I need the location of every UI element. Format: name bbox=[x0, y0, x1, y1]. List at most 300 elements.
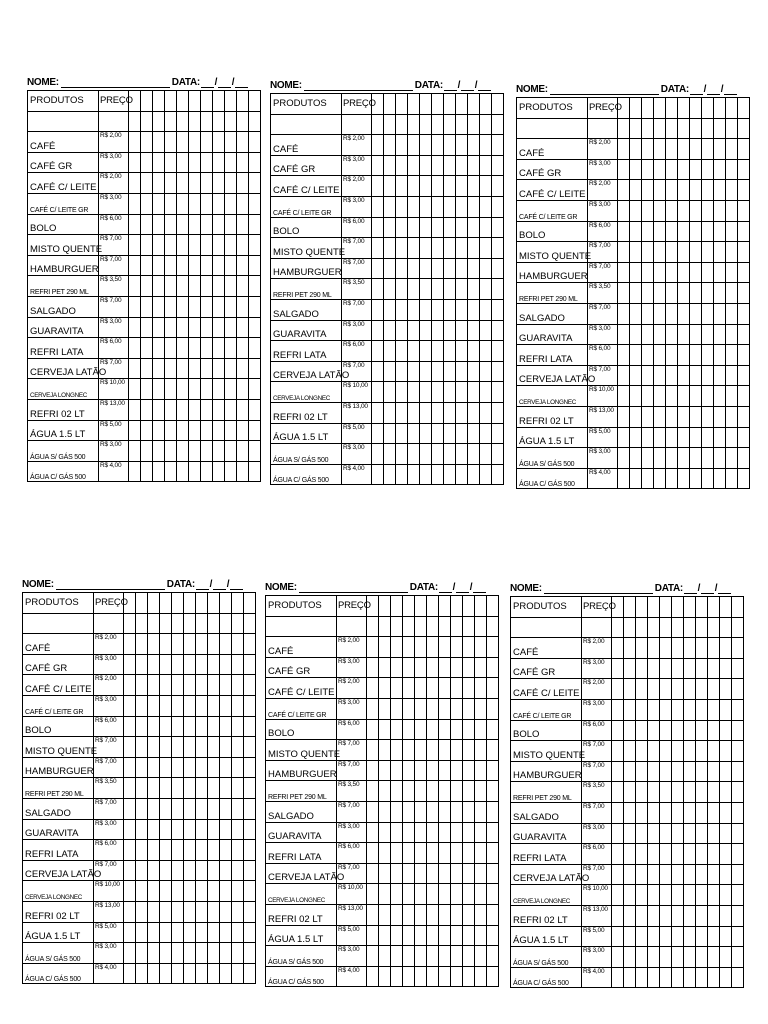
tally-cell[interactable] bbox=[444, 258, 456, 279]
tally-cell[interactable] bbox=[678, 345, 690, 366]
tally-cell[interactable] bbox=[475, 966, 487, 987]
tally-cell[interactable] bbox=[463, 637, 475, 658]
tally-cell[interactable] bbox=[696, 617, 708, 638]
tally-cell[interactable] bbox=[124, 757, 136, 778]
tally-cell[interactable] bbox=[201, 399, 213, 420]
tally-cell[interactable] bbox=[456, 402, 468, 423]
tally-cell[interactable] bbox=[124, 943, 136, 964]
tally-cell[interactable] bbox=[196, 634, 208, 655]
tally-cell[interactable] bbox=[177, 399, 189, 420]
tally-cell[interactable] bbox=[487, 760, 499, 781]
tally-cell[interactable] bbox=[136, 881, 148, 902]
tally-cell[interactable] bbox=[196, 943, 208, 964]
tally-cell[interactable] bbox=[172, 819, 184, 840]
tally-cell[interactable] bbox=[648, 761, 660, 782]
tally-cell[interactable] bbox=[237, 235, 249, 256]
tally-cell[interactable] bbox=[636, 720, 648, 741]
tally-cell[interactable] bbox=[367, 740, 379, 761]
tally-cell[interactable] bbox=[708, 720, 720, 741]
date-year-field[interactable] bbox=[478, 81, 491, 91]
tally-cell[interactable] bbox=[232, 840, 244, 861]
tally-cell[interactable] bbox=[415, 904, 427, 925]
tally-cell[interactable] bbox=[636, 782, 648, 803]
tally-cell[interactable] bbox=[696, 761, 708, 782]
tally-cell[interactable] bbox=[660, 617, 672, 638]
tally-cell[interactable] bbox=[208, 778, 220, 799]
date-month-field[interactable] bbox=[456, 583, 469, 593]
tally-cell[interactable] bbox=[129, 276, 141, 297]
tally-cell[interactable] bbox=[148, 695, 160, 716]
tally-cell[interactable] bbox=[184, 737, 196, 758]
tally-cell[interactable] bbox=[196, 922, 208, 943]
tally-cell[interactable] bbox=[702, 468, 714, 489]
tally-cell[interactable] bbox=[177, 132, 189, 153]
date-month-field[interactable] bbox=[701, 584, 714, 594]
tally-cell[interactable] bbox=[244, 840, 256, 861]
tally-cell[interactable] bbox=[249, 255, 261, 276]
tally-cell[interactable] bbox=[420, 464, 432, 485]
tally-cell[interactable] bbox=[456, 382, 468, 403]
tally-cell[interactable] bbox=[237, 276, 249, 297]
tally-cell[interactable] bbox=[165, 358, 177, 379]
tally-cell[interactable] bbox=[124, 860, 136, 881]
tally-cell[interactable] bbox=[184, 901, 196, 922]
tally-cell[interactable] bbox=[244, 757, 256, 778]
tally-cell[interactable] bbox=[160, 943, 172, 964]
tally-cell[interactable] bbox=[384, 320, 396, 341]
tally-cell[interactable] bbox=[129, 255, 141, 276]
tally-cell[interactable] bbox=[624, 864, 636, 885]
tally-cell[interactable] bbox=[708, 823, 720, 844]
tally-cell[interactable] bbox=[172, 840, 184, 861]
tally-cell[interactable] bbox=[415, 781, 427, 802]
tally-cell[interactable] bbox=[427, 863, 439, 884]
tally-cell[interactable] bbox=[379, 678, 391, 699]
tally-cell[interactable] bbox=[184, 716, 196, 737]
tally-cell[interactable] bbox=[684, 617, 696, 638]
tally-cell[interactable] bbox=[696, 885, 708, 906]
tally-cell[interactable] bbox=[492, 464, 504, 485]
tally-cell[interactable] bbox=[444, 196, 456, 217]
tally-cell[interactable] bbox=[678, 159, 690, 180]
tally-cell[interactable] bbox=[172, 943, 184, 964]
tally-cell[interactable] bbox=[165, 461, 177, 482]
tally-cell[interactable] bbox=[391, 863, 403, 884]
tally-cell[interactable] bbox=[463, 781, 475, 802]
tally-cell[interactable] bbox=[141, 255, 153, 276]
tally-cell[interactable] bbox=[439, 904, 451, 925]
tally-cell[interactable] bbox=[177, 358, 189, 379]
tally-cell[interactable] bbox=[456, 196, 468, 217]
name-field[interactable] bbox=[550, 85, 659, 95]
tally-cell[interactable] bbox=[636, 638, 648, 659]
tally-cell[interactable] bbox=[468, 217, 480, 238]
tally-cell[interactable] bbox=[672, 761, 684, 782]
tally-cell[interactable] bbox=[696, 699, 708, 720]
date-month-field[interactable] bbox=[218, 78, 231, 88]
tally-cell[interactable] bbox=[696, 823, 708, 844]
tally-cell[interactable] bbox=[672, 638, 684, 659]
tally-cell[interactable] bbox=[225, 193, 237, 214]
tally-cell[interactable] bbox=[372, 402, 384, 423]
tally-cell[interactable] bbox=[432, 464, 444, 485]
tally-cell[interactable] bbox=[642, 448, 654, 469]
tally-cell[interactable] bbox=[403, 760, 415, 781]
tally-cell[interactable] bbox=[666, 242, 678, 263]
tally-cell[interactable] bbox=[492, 155, 504, 176]
tally-cell[interactable] bbox=[708, 782, 720, 803]
tally-cell[interactable] bbox=[702, 345, 714, 366]
tally-cell[interactable] bbox=[468, 320, 480, 341]
tally-cell[interactable] bbox=[189, 132, 201, 153]
tally-cell[interactable] bbox=[160, 654, 172, 675]
tally-cell[interactable] bbox=[184, 963, 196, 984]
tally-cell[interactable] bbox=[177, 338, 189, 359]
tally-cell[interactable] bbox=[165, 399, 177, 420]
tally-cell[interactable] bbox=[678, 365, 690, 386]
tally-cell[interactable] bbox=[367, 966, 379, 987]
tally-cell[interactable] bbox=[160, 716, 172, 737]
tally-cell[interactable] bbox=[427, 760, 439, 781]
tally-cell[interactable] bbox=[696, 720, 708, 741]
tally-cell[interactable] bbox=[451, 616, 463, 637]
tally-cell[interactable] bbox=[444, 361, 456, 382]
tally-cell[interactable] bbox=[618, 386, 630, 407]
tally-cell[interactable] bbox=[612, 864, 624, 885]
tally-cell[interactable] bbox=[444, 135, 456, 156]
tally-cell[interactable] bbox=[475, 616, 487, 637]
tally-cell[interactable] bbox=[249, 338, 261, 359]
tally-cell[interactable] bbox=[432, 196, 444, 217]
tally-cell[interactable] bbox=[678, 118, 690, 139]
tally-cell[interactable] bbox=[618, 180, 630, 201]
tally-cell[interactable] bbox=[220, 901, 232, 922]
tally-cell[interactable] bbox=[708, 802, 720, 823]
tally-cell[interactable] bbox=[672, 658, 684, 679]
tally-cell[interactable] bbox=[244, 778, 256, 799]
tally-cell[interactable] bbox=[468, 135, 480, 156]
tally-cell[interactable] bbox=[720, 679, 732, 700]
tally-cell[interactable] bbox=[408, 382, 420, 403]
tally-cell[interactable] bbox=[403, 863, 415, 884]
tally-cell[interactable] bbox=[492, 258, 504, 279]
tally-cell[interactable] bbox=[189, 255, 201, 276]
tally-cell[interactable] bbox=[456, 238, 468, 259]
tally-cell[interactable] bbox=[492, 341, 504, 362]
tally-cell[interactable] bbox=[391, 781, 403, 802]
tally-cell[interactable] bbox=[196, 757, 208, 778]
tally-cell[interactable] bbox=[492, 196, 504, 217]
tally-cell[interactable] bbox=[415, 801, 427, 822]
tally-cell[interactable] bbox=[129, 296, 141, 317]
tally-cell[interactable] bbox=[208, 819, 220, 840]
tally-cell[interactable] bbox=[124, 881, 136, 902]
tally-cell[interactable] bbox=[738, 303, 750, 324]
tally-cell[interactable] bbox=[213, 420, 225, 441]
tally-cell[interactable] bbox=[232, 778, 244, 799]
tally-cell[interactable] bbox=[666, 118, 678, 139]
tally-cell[interactable] bbox=[237, 173, 249, 194]
tally-cell[interactable] bbox=[165, 193, 177, 214]
tally-cell[interactable] bbox=[708, 947, 720, 968]
tally-cell[interactable] bbox=[624, 844, 636, 865]
tally-cell[interactable] bbox=[456, 423, 468, 444]
tally-cell[interactable] bbox=[468, 299, 480, 320]
tally-cell[interactable] bbox=[124, 819, 136, 840]
tally-cell[interactable] bbox=[702, 221, 714, 242]
tally-cell[interactable] bbox=[732, 947, 744, 968]
tally-cell[interactable] bbox=[487, 946, 499, 967]
tally-cell[interactable] bbox=[726, 200, 738, 221]
tally-cell[interactable] bbox=[184, 675, 196, 696]
tally-cell[interactable] bbox=[432, 258, 444, 279]
tally-cell[interactable] bbox=[384, 361, 396, 382]
tally-cell[interactable] bbox=[213, 152, 225, 173]
tally-cell[interactable] bbox=[475, 698, 487, 719]
tally-cell[interactable] bbox=[232, 963, 244, 984]
tally-cell[interactable] bbox=[468, 402, 480, 423]
tally-cell[interactable] bbox=[208, 675, 220, 696]
tally-cell[interactable] bbox=[372, 299, 384, 320]
tally-cell[interactable] bbox=[420, 114, 432, 135]
tally-cell[interactable] bbox=[153, 132, 165, 153]
tally-cell[interactable] bbox=[427, 925, 439, 946]
tally-cell[interactable] bbox=[396, 423, 408, 444]
tally-cell[interactable] bbox=[475, 781, 487, 802]
tally-cell[interactable] bbox=[172, 654, 184, 675]
tally-cell[interactable] bbox=[456, 258, 468, 279]
tally-cell[interactable] bbox=[172, 634, 184, 655]
tally-cell[interactable] bbox=[732, 823, 744, 844]
tally-cell[interactable] bbox=[141, 235, 153, 256]
tally-cell[interactable] bbox=[439, 616, 451, 637]
tally-cell[interactable] bbox=[208, 757, 220, 778]
tally-cell[interactable] bbox=[415, 740, 427, 761]
tally-cell[interactable] bbox=[232, 695, 244, 716]
tally-cell[interactable] bbox=[213, 214, 225, 235]
tally-cell[interactable] bbox=[172, 695, 184, 716]
tally-cell[interactable] bbox=[480, 402, 492, 423]
tally-cell[interactable] bbox=[237, 461, 249, 482]
tally-cell[interactable] bbox=[487, 678, 499, 699]
tally-cell[interactable] bbox=[237, 358, 249, 379]
tally-cell[interactable] bbox=[249, 193, 261, 214]
tally-cell[interactable] bbox=[439, 740, 451, 761]
tally-cell[interactable] bbox=[463, 801, 475, 822]
tally-cell[interactable] bbox=[165, 235, 177, 256]
tally-cell[interactable] bbox=[372, 196, 384, 217]
tally-cell[interactable] bbox=[201, 173, 213, 194]
tally-cell[interactable] bbox=[660, 967, 672, 988]
tally-cell[interactable] bbox=[624, 823, 636, 844]
tally-cell[interactable] bbox=[468, 382, 480, 403]
date-day-field[interactable] bbox=[684, 584, 697, 594]
tally-cell[interactable] bbox=[714, 283, 726, 304]
tally-cell[interactable] bbox=[732, 905, 744, 926]
tally-cell[interactable] bbox=[648, 741, 660, 762]
tally-cell[interactable] bbox=[666, 386, 678, 407]
tally-cell[interactable] bbox=[492, 279, 504, 300]
tally-cell[interactable] bbox=[714, 200, 726, 221]
tally-cell[interactable] bbox=[196, 798, 208, 819]
tally-cell[interactable] bbox=[372, 444, 384, 465]
tally-cell[interactable] bbox=[213, 441, 225, 462]
tally-cell[interactable] bbox=[732, 699, 744, 720]
tally-cell[interactable] bbox=[208, 737, 220, 758]
tally-cell[interactable] bbox=[451, 822, 463, 843]
tally-cell[interactable] bbox=[184, 798, 196, 819]
tally-cell[interactable] bbox=[196, 963, 208, 984]
tally-cell[interactable] bbox=[396, 238, 408, 259]
tally-cell[interactable] bbox=[196, 881, 208, 902]
tally-cell[interactable] bbox=[624, 967, 636, 988]
tally-cell[interactable] bbox=[432, 135, 444, 156]
tally-cell[interactable] bbox=[141, 296, 153, 317]
tally-cell[interactable] bbox=[129, 358, 141, 379]
tally-cell[interactable] bbox=[696, 679, 708, 700]
tally-cell[interactable] bbox=[208, 943, 220, 964]
tally-cell[interactable] bbox=[468, 196, 480, 217]
tally-cell[interactable] bbox=[396, 382, 408, 403]
date-month-field[interactable] bbox=[461, 81, 474, 91]
tally-cell[interactable] bbox=[129, 338, 141, 359]
tally-cell[interactable] bbox=[184, 654, 196, 675]
tally-cell[interactable] bbox=[636, 947, 648, 968]
tally-cell[interactable] bbox=[708, 638, 720, 659]
tally-cell[interactable] bbox=[379, 925, 391, 946]
tally-cell[interactable] bbox=[384, 155, 396, 176]
tally-cell[interactable] bbox=[738, 345, 750, 366]
tally-cell[interactable] bbox=[153, 379, 165, 400]
tally-cell[interactable] bbox=[432, 423, 444, 444]
tally-cell[interactable] bbox=[232, 737, 244, 758]
tally-cell[interactable] bbox=[463, 678, 475, 699]
tally-cell[interactable] bbox=[732, 885, 744, 906]
tally-cell[interactable] bbox=[720, 802, 732, 823]
tally-cell[interactable] bbox=[189, 399, 201, 420]
tally-cell[interactable] bbox=[636, 926, 648, 947]
tally-cell[interactable] bbox=[666, 283, 678, 304]
tally-cell[interactable] bbox=[136, 695, 148, 716]
tally-cell[interactable] bbox=[384, 135, 396, 156]
tally-cell[interactable] bbox=[225, 399, 237, 420]
tally-cell[interactable] bbox=[213, 235, 225, 256]
tally-cell[interactable] bbox=[672, 782, 684, 803]
tally-cell[interactable] bbox=[684, 782, 696, 803]
tally-cell[interactable] bbox=[427, 904, 439, 925]
tally-cell[interactable] bbox=[213, 338, 225, 359]
tally-cell[interactable] bbox=[660, 926, 672, 947]
tally-cell[interactable] bbox=[648, 617, 660, 638]
tally-cell[interactable] bbox=[630, 427, 642, 448]
tally-cell[interactable] bbox=[213, 399, 225, 420]
tally-cell[interactable] bbox=[726, 427, 738, 448]
tally-cell[interactable] bbox=[136, 634, 148, 655]
tally-cell[interactable] bbox=[201, 255, 213, 276]
tally-cell[interactable] bbox=[696, 926, 708, 947]
tally-cell[interactable] bbox=[624, 905, 636, 926]
tally-cell[interactable] bbox=[444, 341, 456, 362]
tally-cell[interactable] bbox=[427, 740, 439, 761]
tally-cell[interactable] bbox=[124, 634, 136, 655]
tally-cell[interactable] bbox=[636, 699, 648, 720]
tally-cell[interactable] bbox=[666, 345, 678, 366]
tally-cell[interactable] bbox=[480, 258, 492, 279]
tally-cell[interactable] bbox=[432, 299, 444, 320]
tally-cell[interactable] bbox=[189, 276, 201, 297]
tally-cell[interactable] bbox=[672, 679, 684, 700]
tally-cell[interactable] bbox=[232, 634, 244, 655]
tally-cell[interactable] bbox=[213, 132, 225, 153]
tally-cell[interactable] bbox=[480, 299, 492, 320]
tally-cell[interactable] bbox=[480, 444, 492, 465]
tally-cell[interactable] bbox=[124, 922, 136, 943]
tally-cell[interactable] bbox=[208, 798, 220, 819]
tally-cell[interactable] bbox=[249, 461, 261, 482]
tally-cell[interactable] bbox=[738, 386, 750, 407]
tally-cell[interactable] bbox=[141, 193, 153, 214]
tally-cell[interactable] bbox=[630, 448, 642, 469]
tally-cell[interactable] bbox=[124, 778, 136, 799]
tally-cell[interactable] bbox=[444, 423, 456, 444]
tally-cell[interactable] bbox=[172, 716, 184, 737]
tally-cell[interactable] bbox=[648, 699, 660, 720]
tally-cell[interactable] bbox=[738, 262, 750, 283]
tally-cell[interactable] bbox=[124, 613, 136, 634]
tally-cell[interactable] bbox=[427, 637, 439, 658]
tally-cell[interactable] bbox=[141, 111, 153, 132]
tally-cell[interactable] bbox=[160, 963, 172, 984]
tally-cell[interactable] bbox=[160, 819, 172, 840]
tally-cell[interactable] bbox=[630, 283, 642, 304]
tally-cell[interactable] bbox=[244, 860, 256, 881]
tally-cell[interactable] bbox=[172, 613, 184, 634]
tally-cell[interactable] bbox=[148, 963, 160, 984]
tally-cell[interactable] bbox=[690, 365, 702, 386]
tally-cell[interactable] bbox=[714, 406, 726, 427]
tally-cell[interactable] bbox=[153, 276, 165, 297]
tally-cell[interactable] bbox=[439, 781, 451, 802]
tally-cell[interactable] bbox=[714, 345, 726, 366]
tally-cell[interactable] bbox=[367, 657, 379, 678]
tally-cell[interactable] bbox=[648, 885, 660, 906]
tally-cell[interactable] bbox=[714, 448, 726, 469]
tally-cell[interactable] bbox=[714, 139, 726, 160]
tally-cell[interactable] bbox=[738, 324, 750, 345]
tally-cell[interactable] bbox=[660, 947, 672, 968]
tally-cell[interactable] bbox=[165, 441, 177, 462]
tally-cell[interactable] bbox=[403, 904, 415, 925]
tally-cell[interactable] bbox=[708, 761, 720, 782]
tally-cell[interactable] bbox=[148, 860, 160, 881]
tally-cell[interactable] bbox=[726, 262, 738, 283]
tally-cell[interactable] bbox=[684, 967, 696, 988]
tally-cell[interactable] bbox=[456, 217, 468, 238]
tally-cell[interactable] bbox=[160, 840, 172, 861]
tally-cell[interactable] bbox=[672, 947, 684, 968]
tally-cell[interactable] bbox=[612, 699, 624, 720]
tally-cell[interactable] bbox=[153, 420, 165, 441]
tally-cell[interactable] bbox=[654, 324, 666, 345]
tally-cell[interactable] bbox=[148, 943, 160, 964]
tally-cell[interactable] bbox=[432, 238, 444, 259]
tally-cell[interactable] bbox=[666, 406, 678, 427]
tally-cell[interactable] bbox=[726, 365, 738, 386]
tally-cell[interactable] bbox=[708, 617, 720, 638]
tally-cell[interactable] bbox=[684, 699, 696, 720]
tally-cell[interactable] bbox=[444, 217, 456, 238]
tally-cell[interactable] bbox=[384, 382, 396, 403]
